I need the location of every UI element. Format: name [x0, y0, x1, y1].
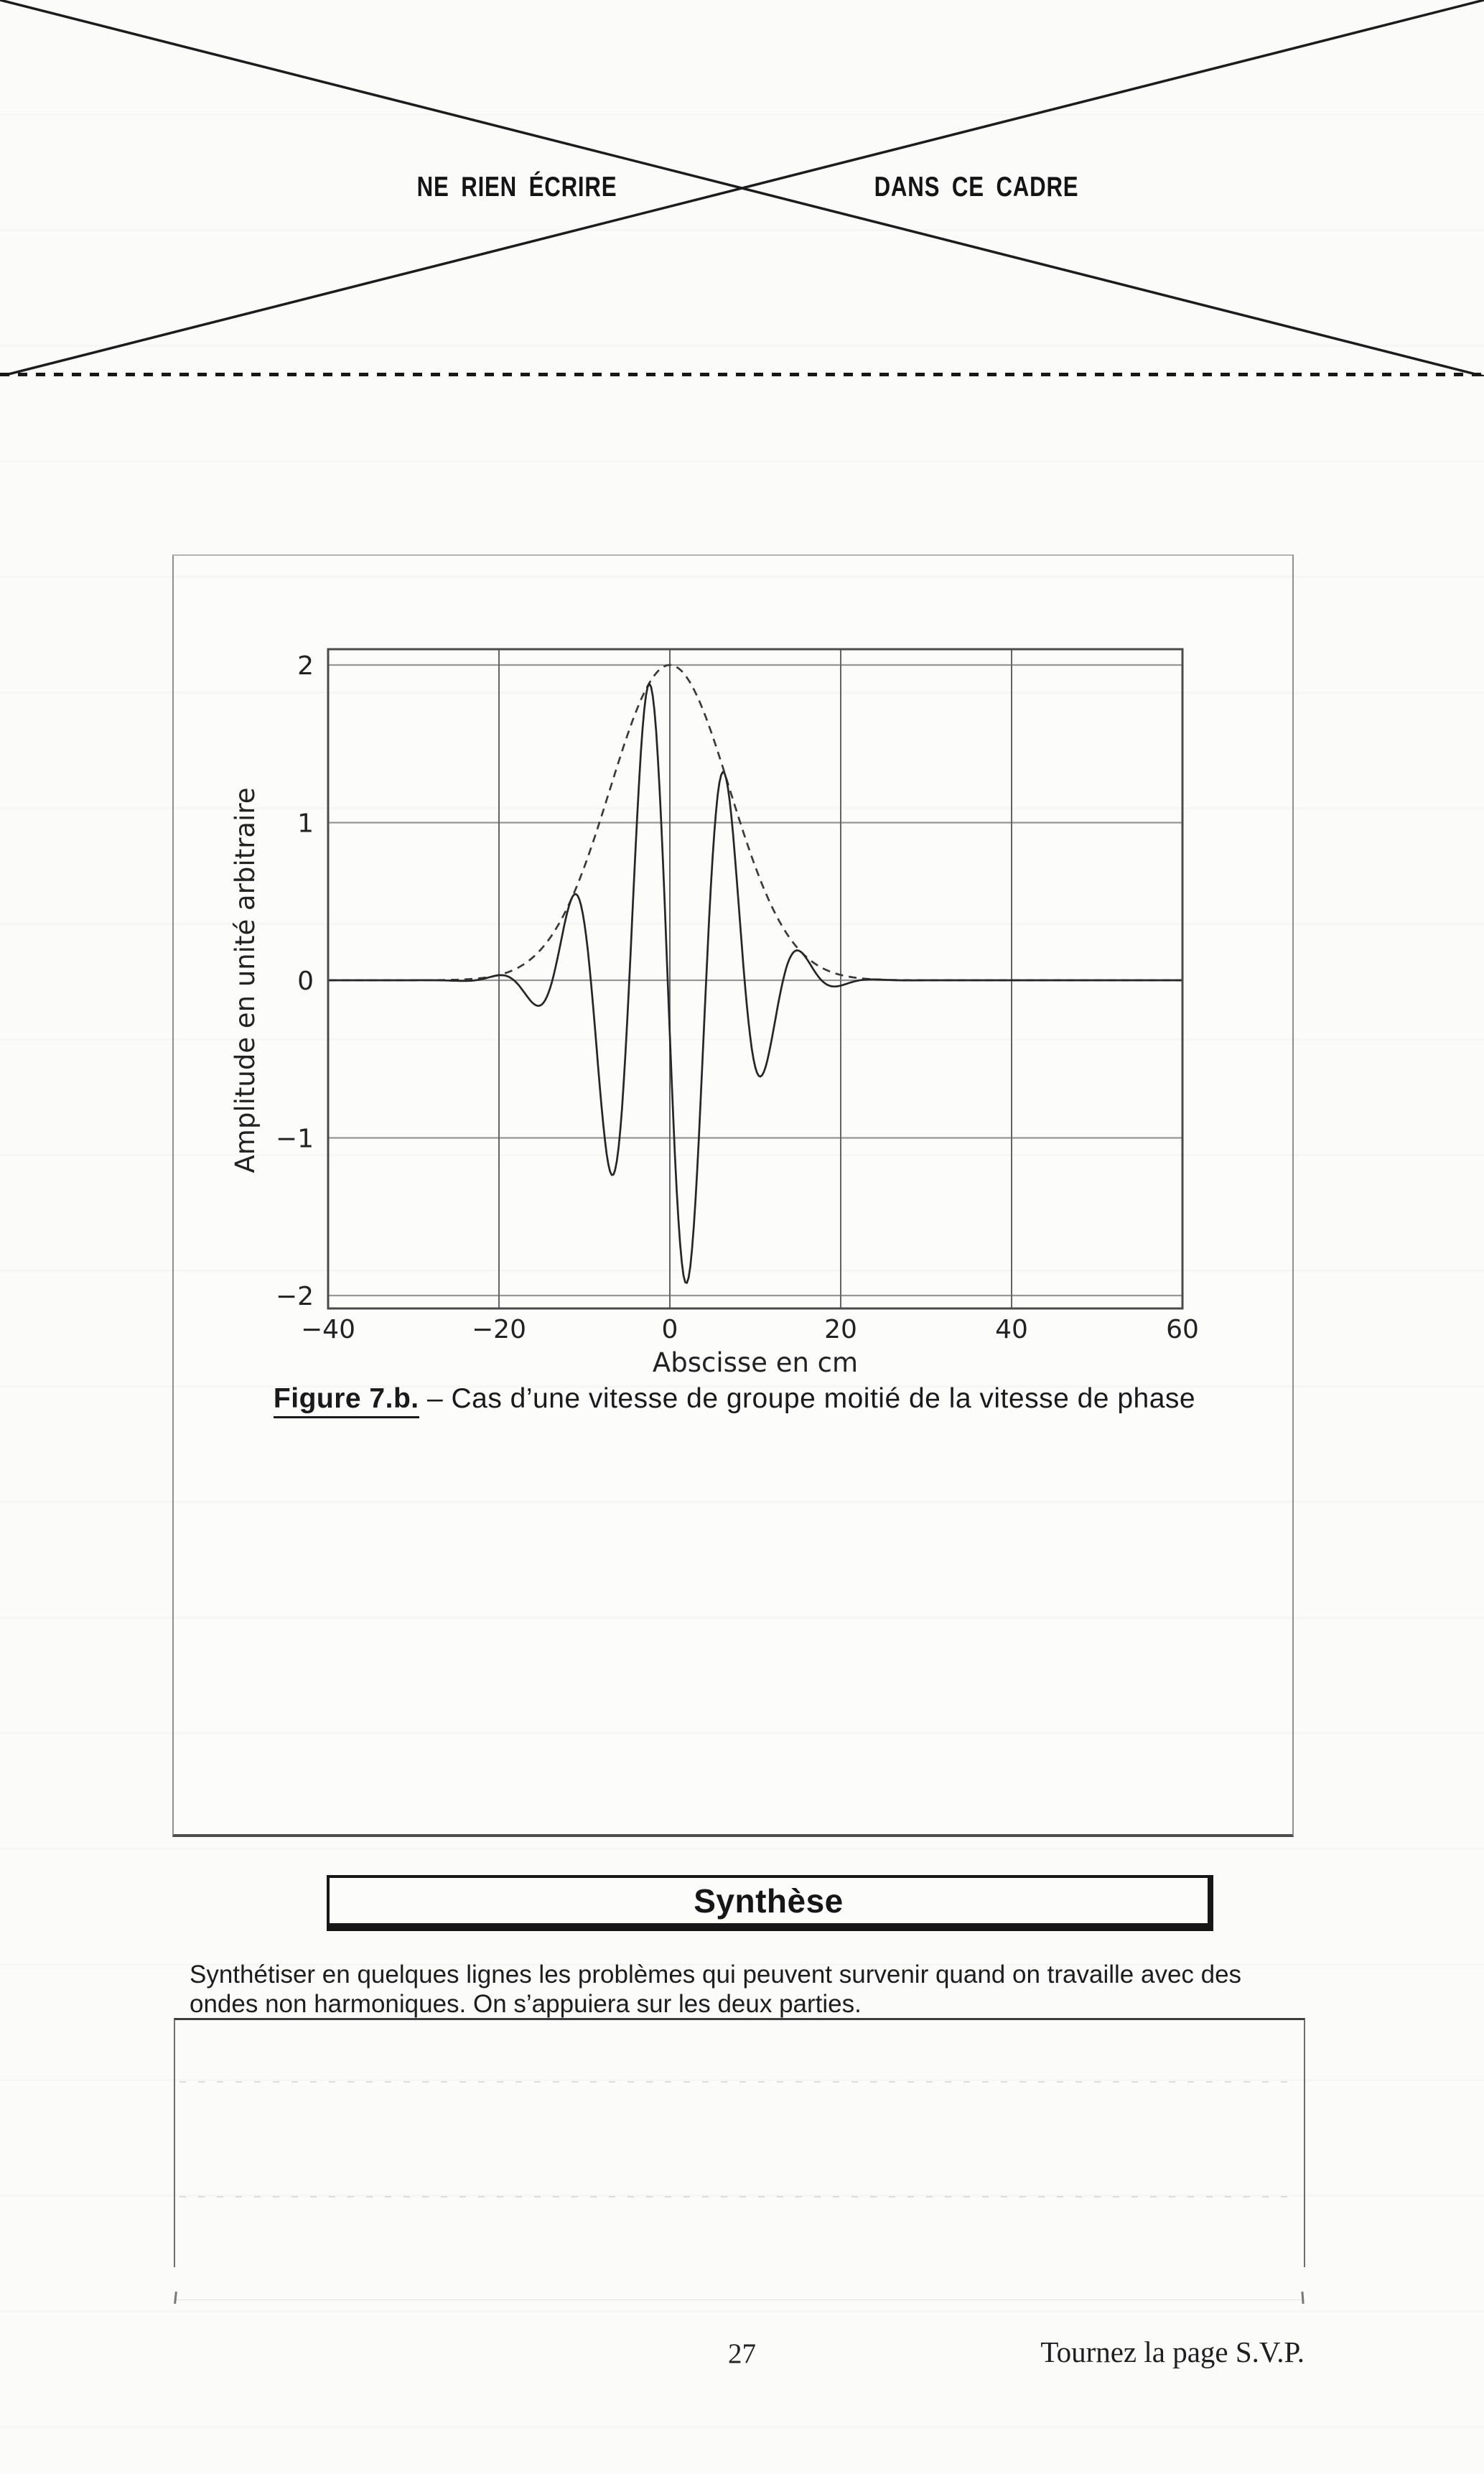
scan-noise-line [179, 2196, 1299, 2198]
do-not-write-frame [0, 0, 1484, 376]
answer-box [174, 2018, 1305, 2267]
x-axis-label: Abscisse en cm [652, 1347, 859, 1378]
x-tick-label: −20 [472, 1315, 526, 1344]
y-tick-label: 0 [297, 967, 314, 996]
instruction-text [190, 1960, 1410, 2019]
figure-caption-text: – Cas d’une vitesse de groupe moitié de la vitesse de phase [419, 1383, 1196, 1414]
answer-box-corner-mark-left [174, 2292, 177, 2304]
x-tick-label: 0 [661, 1315, 678, 1344]
figure-caption-label: Figure 7.b. [274, 1383, 419, 1418]
y-tick-label: 2 [297, 651, 314, 681]
y-axis-label: Amplitude en unité arbitraire [230, 787, 261, 1173]
label-ne-rien-ecrire: NE RIEN ÉCRIRE [416, 172, 617, 203]
page-number: 27 [728, 2338, 756, 2369]
x-tick-label: −40 [301, 1315, 355, 1344]
dashed-separator [0, 373, 1484, 376]
instruction-line-1: Synthétiser en quelques lignes les problèmes qui peuvent survenir quand on travaille avec des [190, 1961, 1242, 1989]
crossed-lines-svg [0, 0, 1484, 376]
scan-noise-line [179, 2081, 1299, 2083]
y-tick-label: −1 [275, 1124, 314, 1154]
instruction-line-2: ondes non harmoniques. On s’appuiera sur les deux parties. [190, 1990, 862, 2018]
label-dans-ce-cadre: DANS CE CADRE [874, 172, 1079, 203]
figure-box [172, 554, 1294, 1837]
synthese-title-box [327, 1875, 1213, 1931]
answer-box-corner-mark-right [1301, 2292, 1304, 2304]
y-tick-label: 1 [297, 809, 314, 839]
answer-box-bottom-remnant [174, 2299, 1305, 2300]
figure-plot-svg [174, 556, 1295, 1838]
turn-page-note: Tournez la page S.V.P. [1040, 2335, 1305, 2368]
wave-packet-curve [328, 684, 1182, 1283]
x-tick-label: 40 [995, 1315, 1028, 1344]
figure-caption [174, 1383, 1295, 1415]
x-tick-label: 20 [824, 1315, 857, 1344]
y-tick-label: −2 [275, 1282, 314, 1311]
x-tick-label: 60 [1166, 1315, 1199, 1344]
synthese-title: Synthèse [694, 1882, 844, 1920]
